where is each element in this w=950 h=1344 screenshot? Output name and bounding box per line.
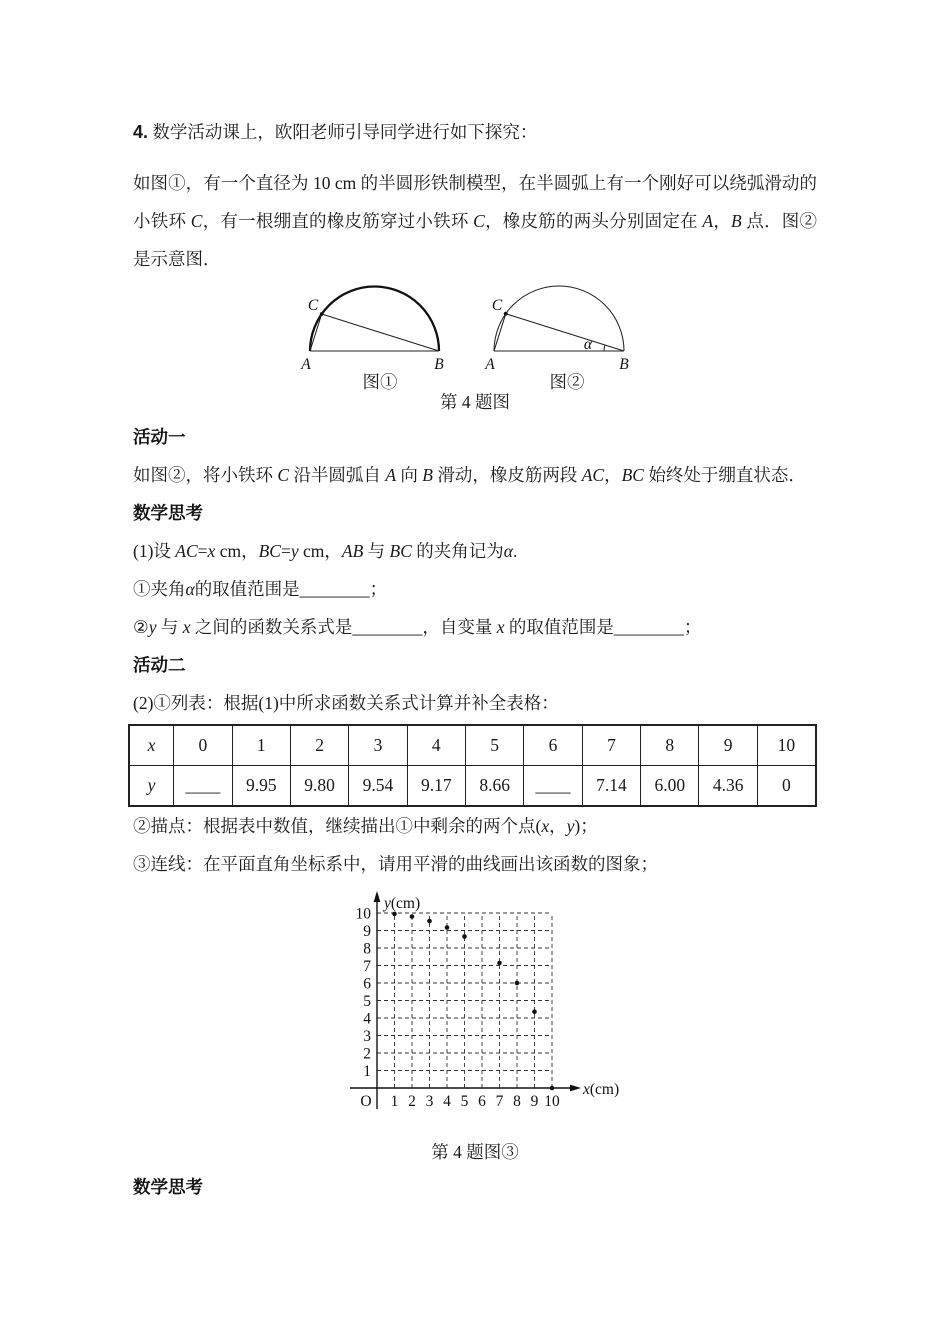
activity1-text: 如图②，将小铁环 C 沿半圆弧自 A 向 B 滑动，橡皮筋两段 AC，BC 始终处于绷直状态．: [133, 465, 806, 485]
blank-cell: ____: [174, 766, 232, 807]
svg-text:3: 3: [425, 1093, 434, 1110]
svg-text:7: 7: [363, 958, 371, 975]
activity1-heading: 活动一: [133, 427, 186, 447]
point-c-dot: [504, 312, 508, 316]
blank-cell: ____: [524, 766, 582, 807]
segment-cb: [506, 314, 624, 351]
svg-text:10: 10: [355, 905, 371, 923]
figure-1-caption: 图①: [362, 372, 398, 392]
problem-number: 4.: [133, 122, 149, 142]
problem-intro: 数学活动课上，欧阳老师引导同学进行如下探究：: [152, 122, 538, 142]
table-cell: 9.17: [407, 766, 465, 807]
svg-text:5: 5: [460, 1093, 469, 1110]
table-cell: 3: [349, 725, 407, 766]
label-a: A: [485, 356, 495, 372]
svg-text:10: 10: [544, 1093, 560, 1110]
chart-data-points: [392, 912, 554, 1091]
svg-text:6: 6: [363, 975, 371, 993]
table-cell: 6: [524, 725, 582, 766]
table-cell: 7.14: [582, 766, 640, 807]
table-cell: 4: [407, 725, 465, 766]
table-cell: 8.66: [465, 766, 523, 807]
chart-area: [332, 883, 817, 1138]
table-cell: 7: [582, 725, 640, 766]
figure-2-drawing: [474, 278, 660, 372]
chart-tick-labels: [356, 906, 561, 1111]
table-cell: 0: [757, 766, 816, 807]
chart-grid: [377, 913, 552, 1088]
figures-caption: 第 4 题图: [440, 392, 510, 412]
chart-axes: [350, 891, 581, 1109]
table-row-x: [129, 725, 816, 766]
activity2-heading: 活动二: [133, 655, 186, 675]
activity2-intro: (2)①列表：根据(1)中所求函数关系式计算并补全表格：: [133, 693, 559, 713]
svg-text:2: 2: [408, 1093, 416, 1110]
svg-text:6: 6: [478, 1093, 486, 1110]
svg-text:1: 1: [363, 1063, 371, 1080]
table-row-y: [129, 766, 816, 807]
svg-text:7: 7: [495, 1093, 504, 1110]
label-b: B: [434, 356, 444, 372]
table-cell: 0: [174, 725, 232, 766]
activity2-step3: ③连线：在平面直角坐标系中，请用平滑的曲线画出该函数的图象；: [133, 854, 658, 874]
angle-arc: [604, 345, 605, 351]
thinking2-heading: 数学思考: [133, 1177, 203, 1197]
svg-text:x(cm): x(cm): [583, 1081, 620, 1098]
semicircle-arc: [307, 287, 439, 351]
activity2-step2: ②描点：根据表中数值，继续描出①中剩余的两个点(x，y)；: [133, 816, 598, 836]
problem-statement-line: [133, 113, 817, 151]
chart-axis-labels: [382, 895, 619, 1098]
table-cell: 6.00: [641, 766, 699, 807]
table-cell: 5: [465, 725, 523, 766]
problem-description: 如图①，有一个直径为 10 cm 的半圆形铁制模型，在半圆弧上有一个刚好可以绕弧滑动的小铁环 C，有一根绷直的橡皮筋穿过小铁环 C，橡皮筋的两头分别固定在 A，B 点．图②是示意图．: [133, 173, 818, 269]
figure-1: [290, 278, 470, 392]
label-alpha: α: [583, 336, 593, 353]
row-header-y: y: [129, 766, 174, 807]
table-cell: 9.54: [349, 766, 407, 807]
question-1-sub2: ②y 与 x 之间的函数关系式是________，自变量 x 的取值范围是________；: [133, 617, 702, 637]
thinking1-heading: 数学思考: [133, 503, 203, 523]
table-cell: 1: [232, 725, 290, 766]
table-cell: 10: [757, 725, 816, 766]
figure-1-drawing: [290, 278, 470, 372]
question-1: (1)设 AC=x cm，BC=y cm，AB 与 BC 的夹角记为α.: [133, 541, 518, 561]
svg-text:4: 4: [363, 1010, 371, 1028]
svg-text:9: 9: [363, 923, 371, 940]
label-b: B: [619, 356, 629, 372]
point-c-dot: [320, 312, 324, 316]
segment-cb: [322, 314, 439, 351]
table-cell: 8: [641, 725, 699, 766]
svg-text:1: 1: [390, 1093, 399, 1110]
label-c: C: [307, 297, 319, 314]
svg-text:y(cm): y(cm): [384, 895, 421, 912]
semicircle-arc: [491, 286, 624, 351]
label-c: C: [491, 297, 503, 314]
table-cell: 9: [699, 725, 757, 766]
svg-text:O: O: [360, 1093, 372, 1110]
chart-caption: 第 4 题图③: [431, 1142, 519, 1162]
svg-text:4: 4: [443, 1093, 451, 1110]
question-1-sub1: ①夹角α的取值范围是________；: [133, 579, 388, 599]
svg-text:8: 8: [513, 1093, 521, 1110]
svg-text:2: 2: [363, 1045, 371, 1063]
segment-ac: [494, 314, 506, 351]
table-cell: 2: [290, 725, 348, 766]
figure-2: [474, 278, 660, 392]
values-table: [128, 724, 817, 807]
label-a: A: [301, 356, 311, 372]
svg-text:3: 3: [363, 1028, 371, 1045]
coordinate-plot: [332, 883, 632, 1133]
svg-text:9: 9: [530, 1093, 539, 1110]
figure-2-caption: 图②: [549, 372, 585, 392]
svg-text:8: 8: [363, 940, 371, 958]
table-cell: 9.95: [232, 766, 290, 807]
svg-text:5: 5: [363, 993, 371, 1010]
table-cell: 4.36: [699, 766, 757, 807]
figures-row: [133, 278, 817, 392]
row-header-x: x: [129, 725, 174, 766]
table-cell: 9.80: [290, 766, 348, 807]
